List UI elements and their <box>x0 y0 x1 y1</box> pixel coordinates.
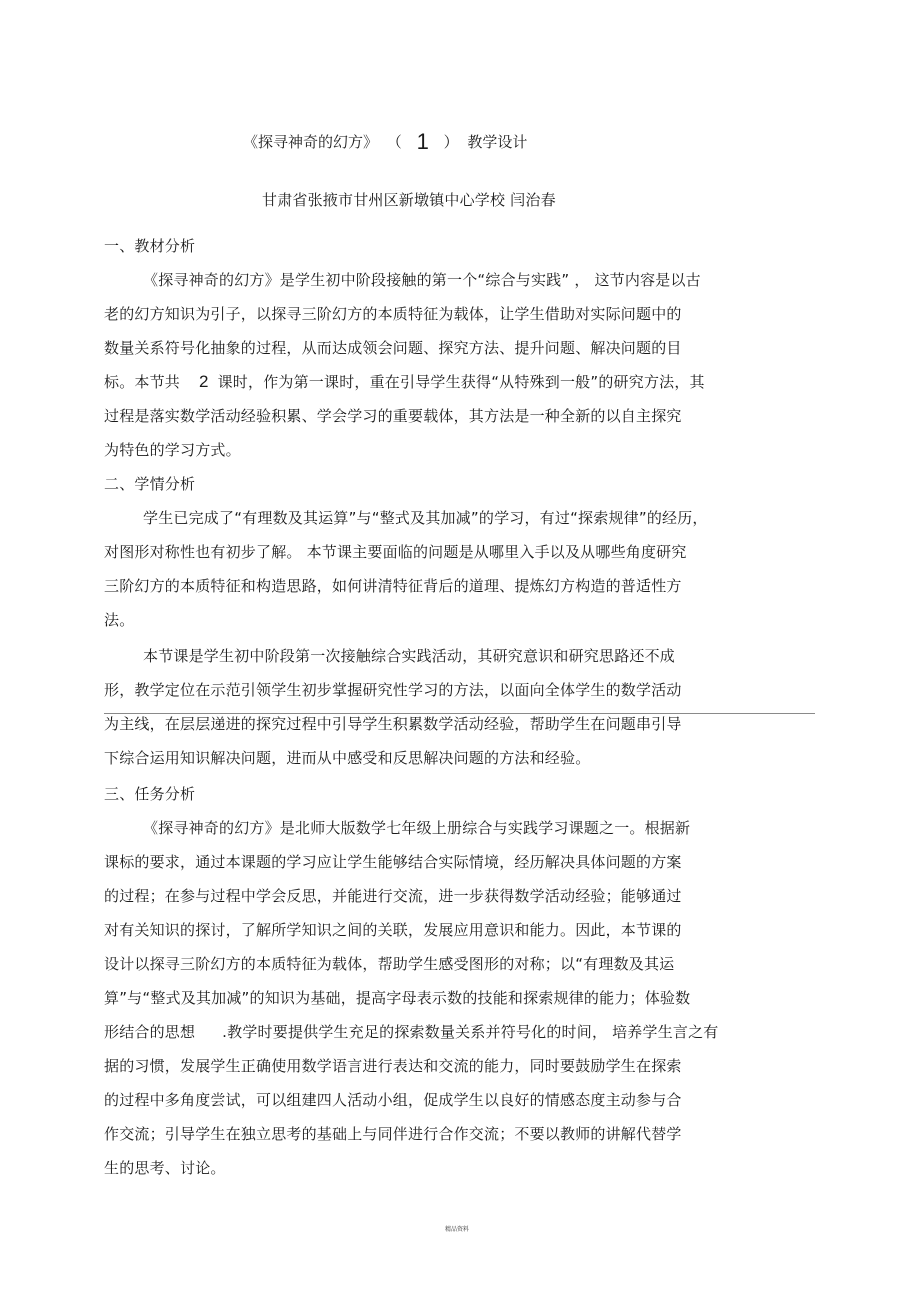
paragraph-line: 对有关知识的探讨，了解所学知识之间的关联，发展应用意识和能力。因此，本节课的 <box>104 921 682 939</box>
paragraph-fragment: 课时，作为第一课时，重在引导学生获得“从特殊到一般”的研究方法，其 <box>217 373 705 391</box>
paragraph-line: 下综合运用知识解决问题，进而从中感受和反思解决问题的方法和经验。 <box>104 749 591 767</box>
document-title <box>243 130 527 154</box>
paragraph-line: 本节课是学生初中阶段第一次接触综合实践活动，其研究意识和研究思路还不成 <box>143 647 676 665</box>
paragraph-line <box>104 372 705 392</box>
paragraph-line: 课标的要求，通过本课题的学习应让学生能够结合实际情境，经历解决具体问题的方案 <box>104 853 682 871</box>
paragraph-fragment: 形结合的思想 <box>104 1023 196 1041</box>
paragraph-line: 法。 <box>104 611 135 629</box>
paragraph-line: 作交流；引导学生在独立思考的基础上与同伴进行合作交流；不要以教师的讲解代替学 <box>104 1125 682 1143</box>
paragraph-line: 算”与“整式及其加减”的知识为基础，提高字母表示数的技能和探索规律的能力；体验数 <box>104 989 691 1007</box>
paragraph-line: 过程是落实数学活动经验积累、学会学习的重要载体，其方法是一种全新的以自主探究 <box>104 407 682 425</box>
title-paren-close: ） <box>443 133 459 151</box>
title-suffix: 教学设计 <box>467 133 528 151</box>
section-heading-3: 三、任务分析 <box>104 785 196 803</box>
title-number: 1 <box>416 129 429 154</box>
paragraph-line: 的过程中多角度尝试，可以组建四人活动小组，促成学生以良好的情感态度主动参与合 <box>104 1091 682 1109</box>
title-paren-open: （ <box>386 133 402 151</box>
paragraph-fragment: 标。本节共 <box>104 373 181 391</box>
paragraph-line: 生的思考、讨论。 <box>104 1159 226 1177</box>
paragraph-line <box>104 1022 719 1042</box>
section-heading-2: 二、学情分析 <box>104 475 196 493</box>
paragraph-line: 为特色的学习方式。 <box>104 441 241 459</box>
paragraph-line: 数量关系符号化抽象的过程，从而达成领会问题、探究方法、提升问题、解决问题的目 <box>104 339 682 357</box>
paragraph-line: 设计以探寻三阶幻方的本质特征为载体，帮助学生感受图形的对称；以“有理数及其运 <box>104 955 675 973</box>
title-prefix: 《探寻神奇的幻方》 <box>243 133 379 151</box>
footer-note: 精品资料 <box>445 1226 470 1233</box>
paragraph-line: 学生已完成了“有理数及其运算”与“整式及其加减”的学习，有过“探索规律”的经历， <box>143 509 708 527</box>
paragraph-fragment: .教学时要提供学生充足的探索数量关系并符号化的时间， 培养学生言之有 <box>222 1023 719 1041</box>
paragraph-line: 为主线，在层层递进的探究过程中引导学生积累数学活动经验，帮助学生在问题串引导 <box>104 715 682 733</box>
paragraph-line: 老的幻方知识为引子，以探寻三阶幻方的本质特征为载体，让学生借助对实际问题中的 <box>104 305 682 323</box>
paragraph-line: 《探寻神奇的幻方》是学生初中阶段接触的第一个“综合与实践” ， 这节内容是以古 <box>143 271 701 289</box>
paragraph-line: 据的习惯，发展学生正确使用数学语言进行表达和交流的能力，同时要鼓励学生在探索 <box>104 1057 682 1075</box>
lesson-count: 2 <box>198 372 209 391</box>
paragraph-line: 形，教学定位在示范引领学生初步掌握研究性学习的方法，以面向全体学生的数学活动 <box>104 681 682 699</box>
author-line: 甘肃省张掖市甘州区新墩镇中心学校 闫治春 <box>262 191 556 209</box>
paragraph-line: 《探寻神奇的幻方》是北师大版数学七年级上册综合与实践学习课题之一。根据新 <box>143 819 691 837</box>
paragraph-line: 三阶幻方的本质特征和构造思路，如何讲清特征背后的道理、提炼幻方构造的普适性方 <box>104 577 682 595</box>
section-heading-1: 一、教材分析 <box>104 237 196 255</box>
paragraph-line: 的过程；在参与过程中学会反思，并能进行交流，进一步获得数学活动经验；能够通过 <box>104 887 682 905</box>
paragraph-line: 对图形对称性也有初步了解。 本节课主要面临的问题是从哪里入手以及从哪些角度研究 <box>104 543 687 561</box>
